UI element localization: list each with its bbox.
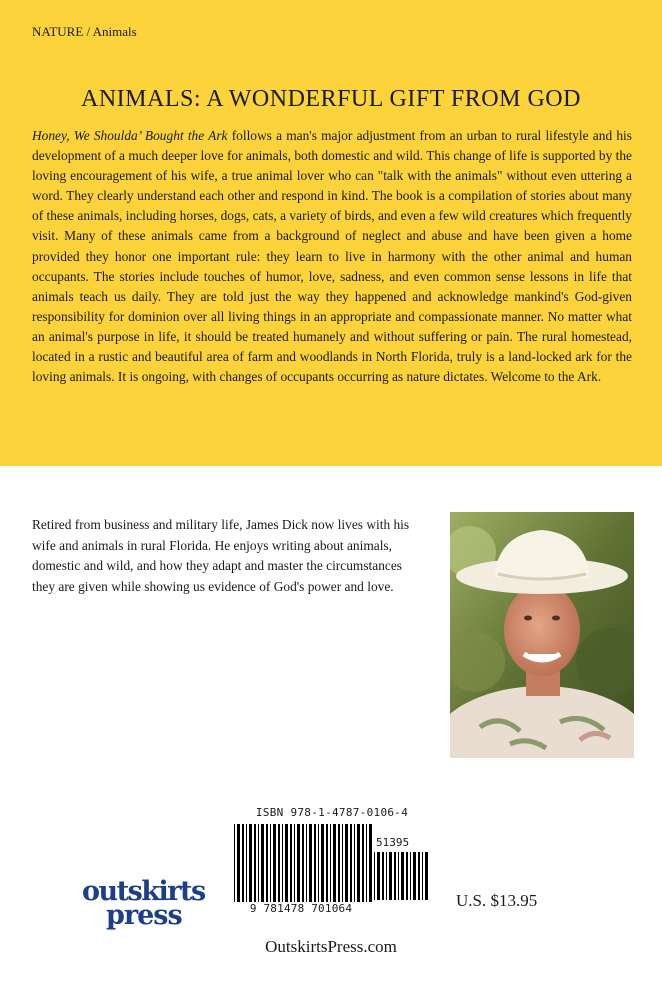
book-blurb bbox=[32, 126, 632, 387]
publisher-logo-line2: press bbox=[106, 900, 182, 931]
barcode-bar bbox=[261, 824, 264, 902]
barcode-bar bbox=[333, 824, 336, 902]
barcode-addon-number: 51395 bbox=[376, 836, 410, 849]
barcode-bar bbox=[254, 824, 256, 902]
barcode-bar bbox=[246, 824, 247, 902]
barcode-bar bbox=[406, 852, 408, 900]
blurb-body: follows a man's major adjustment from an urban to rural lifestyle and his development of a much deeper love for animals, both domestic and wild. This change of life is supported by the loving encouragement of his wife, a true animal lover who can "talk with the animals" without even uttering a word. They clearly understand each other and respond in kind. The book is a compilation of stories about many of these animals, including horses, dogs, cats, a variety of birds, and even a few wild creatures which frequently visit. Many of these animals came from a background of neglect and abuse and have been given a home provided they honor one important rule: they learn to live in harmony with the other animal and human occupants. The stories include touches of humor, love, sadness, and even common sense lessons in life that animals teach us daily. They are told just the way they happened and acknowledge mankind's God-given responsibility for dominion over all living things in an appropriate and compassionate manner. No matter what an animal's purpose in life, it should be treated humanely and without suffering or pain. The rural homestead, located in a rustic and beautiful area of farm and woodlands in North Florida, truly is a land-locked ark for the loving animals. It is ongoing, with changes of occupants occurring as nature dictates. Welcome to the Ark. bbox=[32, 128, 632, 385]
barcode-bar bbox=[369, 824, 372, 902]
barcode-bar bbox=[266, 824, 268, 902]
barcode-bar bbox=[386, 852, 387, 900]
barcode-bar bbox=[413, 852, 416, 900]
barcode-bar bbox=[330, 824, 331, 902]
barcode-main-bars bbox=[234, 824, 372, 902]
barcode-bar bbox=[306, 824, 307, 902]
barcode-bar bbox=[418, 852, 420, 900]
barcode-bar bbox=[326, 824, 328, 902]
barcode-bar bbox=[278, 824, 280, 902]
barcode-bar bbox=[321, 824, 324, 902]
barcode-bar bbox=[394, 852, 396, 900]
barcode-bar bbox=[297, 824, 300, 902]
barcode-bar bbox=[342, 824, 343, 902]
barcode-addon-bars bbox=[374, 852, 432, 900]
barcode-bar bbox=[398, 852, 399, 900]
cover-top-panel bbox=[0, 0, 662, 466]
publisher-logo-line1: outskirts bbox=[82, 876, 205, 907]
barcode-bar bbox=[285, 824, 288, 902]
barcode-bar bbox=[425, 852, 428, 900]
publisher-website: OutskirtsPress.com bbox=[265, 937, 397, 956]
barcode-bar bbox=[258, 824, 259, 902]
barcode-digits: 9 781478 701064 bbox=[249, 902, 353, 915]
author-photo-illustration bbox=[450, 512, 634, 758]
barcode-bar bbox=[401, 852, 404, 900]
barcode-bar bbox=[382, 852, 384, 900]
barcode-bar bbox=[410, 852, 411, 900]
barcode-bar bbox=[234, 824, 235, 902]
barcode-bar bbox=[338, 824, 340, 902]
barcode-bar bbox=[270, 824, 271, 902]
barcode-bar bbox=[345, 824, 348, 902]
barcode-bar bbox=[318, 824, 319, 902]
barcode-bar bbox=[422, 852, 423, 900]
barcode-bar bbox=[309, 824, 312, 902]
author-bio: Retired from business and military life, James Dick now lives with his wife and animals in rural Florida. He enjoys writing about animals, domestic and wild, and how they adapt and master the circumstances they are given while showing us evidence of God's power and love. bbox=[32, 517, 410, 594]
barcode-bar bbox=[302, 824, 304, 902]
price-label: U.S. $13.95 bbox=[456, 891, 538, 910]
publisher-logo bbox=[82, 876, 212, 936]
category-label: NATURE / Animals bbox=[32, 24, 137, 39]
headline: ANIMALS: A WONDERFUL GIFT FROM GOD bbox=[81, 86, 581, 112]
isbn-number: ISBN 978-1-4787-0106-4 bbox=[255, 806, 409, 819]
isbn-barcode bbox=[228, 806, 436, 916]
barcode-bar bbox=[294, 824, 295, 902]
barcode-bar bbox=[273, 824, 276, 902]
barcode-bar bbox=[314, 824, 316, 902]
barcode-bar bbox=[377, 852, 380, 900]
barcode-bar bbox=[350, 824, 352, 902]
barcode-bar bbox=[249, 824, 252, 902]
barcode-bar bbox=[374, 852, 375, 900]
barcode-bar bbox=[354, 824, 355, 902]
barcode-bar bbox=[242, 824, 244, 902]
author-photo bbox=[450, 512, 634, 758]
barcode-bar bbox=[282, 824, 283, 902]
barcode-bar bbox=[366, 824, 367, 902]
barcode-bar bbox=[362, 824, 364, 902]
barcode-bar bbox=[290, 824, 292, 902]
barcode-bar bbox=[237, 824, 240, 902]
barcode-bar bbox=[389, 852, 392, 900]
barcode-bar bbox=[357, 824, 360, 902]
blurb-book-title: Honey, We Shoulda’ Bought the Ark bbox=[32, 128, 228, 143]
